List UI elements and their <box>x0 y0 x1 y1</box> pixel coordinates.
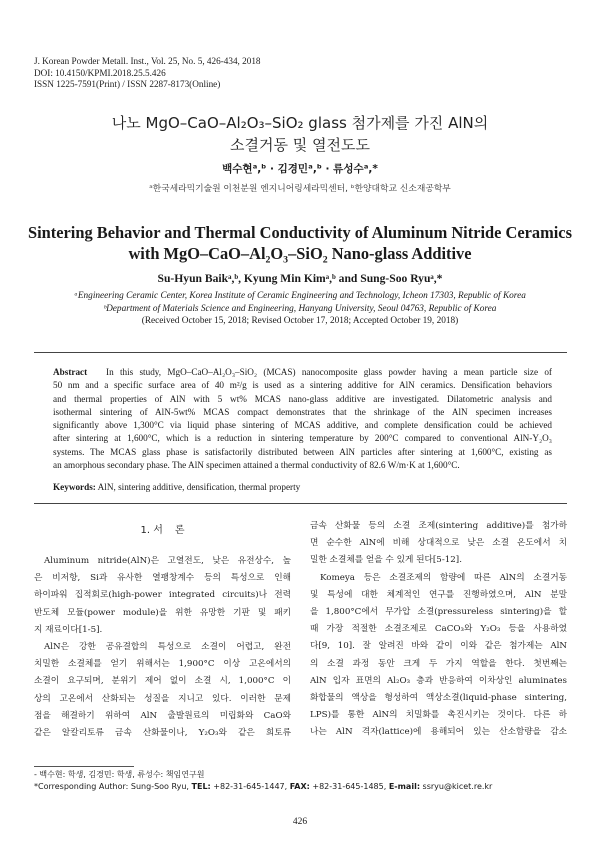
abstract-line: an amorphous secondary phase. The AlN specimen attained a thermal conductivity of 82.6 W/m·K at 1,600°C. <box>53 460 460 471</box>
keywords <box>53 482 300 492</box>
body-line: Aluminum nitride(AlN)은 고열전도, 낮은 유전상수, 높 <box>44 556 291 566</box>
abstract-line: Abstract In this study, MgO–CaO–Al₂O₃–SiO₂ (MCAS) nanocomposite glass powder having a mean particle size of <box>53 367 552 377</box>
body-line: 같은 알칼리토류 금속 산화물이나, Y₂O₃와 같은 희토류 <box>34 728 291 739</box>
body-line: AlN 입자 표면의 Al₂O₃ 층과 반응하여 이차상인 aluminates <box>310 675 567 686</box>
email-link[interactable]: ssryu@kicet.re.kr <box>420 782 493 791</box>
affiliation-b: ᵇDepartment of Materials Science and Engineering, Hanyang University, Seoul 04763, Republic of Korea <box>103 303 497 314</box>
abstract <box>53 366 552 472</box>
abstract-top-rule <box>34 352 567 353</box>
body-line: 때 가장 적절한 소결조제로 CaCO₃와 Y₂O₃ 등을 사용하였 <box>310 624 567 635</box>
korean-title-line2: 소결거동 및 열전도도 <box>230 136 370 154</box>
body-line: 의 소결 과정 동안 크게 두 가지 역할을 한다. 첫번째는 <box>310 658 567 669</box>
body-line: LPS)를 통한 AlN의 치밀화를 촉진시키는 것이다. 다른 하 <box>310 710 567 721</box>
korean-title-line1: 나노 MgO–CaO–Al₂O₃–SiO₂ glass 첨가제를 가진 AlN의 <box>111 114 489 132</box>
body-line: 면 순수한 AlN에 비해 상대적으로 낮은 소결 온도에서 치 <box>310 538 567 549</box>
abstract-line: significantly above 1,300°C via liquid phase sintering of MCAS additive, and complete densification could be achieved <box>53 420 552 431</box>
english-authors: Su-Hyun Baikᵃ,ᵇ, Kyung Min Kimᵃ,ᵇ and Sung-Soo Ryuᵃ,* <box>157 272 443 285</box>
body-line: 반도체 모듈(power module)을 위한 유망한 기판 및 패키 <box>34 607 291 618</box>
journal-citation: J. Korean Powder Metall. Inst., Vol. 25, No. 5, 426-434, 2018 <box>34 56 261 66</box>
body-line: 지 재료이다[1-5]. <box>34 624 103 635</box>
body-line: 은 비저항, Si과 유사한 열팽창계수 등의 특성으로 인해 <box>34 573 291 584</box>
journal-issn: ISSN 1225-7591(Print) / ISSN 2287-8173(Online) <box>34 79 221 90</box>
journal-info <box>34 56 261 91</box>
body-line: 을 1,800°C에서 무가압 소결(pressureless sintering)을 할 <box>310 607 567 618</box>
abstract-line: isothermal sintering of AlN-5wt% MCAS compact demonstrates that the shrinkage of the AlN specimen increases <box>53 406 552 417</box>
body-line: 점을 해결하기 위하여 AlN 출발원료의 미립화와 CaO와 <box>34 710 291 721</box>
body-line: 화합물의 액상을 형성하여 액상소결(liquid-phase sintering, <box>310 693 567 704</box>
footnotes <box>34 769 492 793</box>
abstract-line: 50 nm and a specific surface area of 40 m²/g is used as a sintering additive for AlN ceramics. Densification behaviors <box>53 380 552 391</box>
keywords-label: Keywords: <box>53 482 96 492</box>
section-title: 론 <box>174 525 185 536</box>
abstract-line: systems. The MCAS glass phase is satisfactorily distributed between AlN particles after sintering at 1,600°C, existing as <box>53 446 552 457</box>
section-number: 1. 서 <box>140 525 163 536</box>
affiliation-a: ᵃEngineering Ceramic Center, Korea Institute of Ceramic Engineering and Technology, Icheon 17303, Republic of Korea <box>74 291 526 301</box>
received-dates: (Received October 15, 2018; Revised October 17, 2018; Accepted October 19, 2018) <box>141 316 459 327</box>
left-column <box>34 518 291 742</box>
body-line: 하이파워 집적회로(high-power integrated circuits)나 전력 <box>34 590 291 601</box>
body-line: Komeya 등은 소결조제의 함량에 따른 AlN의 소결거동 <box>320 572 567 583</box>
body-line: 소결이 요구되며, 분위기 제어 없이 소결 시, 1,000°C 이 <box>34 676 291 687</box>
body-line: AlN은 강한 공유결합의 특성으로 소결이 어렵고, 완전 <box>44 642 291 653</box>
footnote-rule <box>34 766 134 767</box>
korean-title <box>0 112 600 156</box>
keywords-text: AlN, sintering additive, densification, thermal property <box>97 482 301 492</box>
abstract-line: after sintering at 1,600°C, which is a reduction in sintering temperature by 200°C compared to conventional AlN-Y₂O₃ <box>53 433 552 444</box>
page-number: 426 <box>292 817 308 827</box>
korean-affiliation: ᵃ한국세라믹기술원 이천분원 엔지니어링세라믹센터, ᵇ한양대학교 신소재공학부 <box>149 184 451 194</box>
body-line: 금속 산화물 등의 소결 조제(sintering additive)를 첨가하 <box>310 521 567 531</box>
author-roles: - 백수현: 학생, 김경민: 학생, 류성수: 책임연구원 <box>34 770 205 779</box>
body-line: 밀한 소결체를 얻을 수 있게 된다[5-12]. <box>310 555 462 566</box>
abstract-label: Abstract <box>53 367 88 377</box>
right-column <box>310 518 567 742</box>
abstract-line: and thermal properties of AlN with 5 wt% MCAS nano-glass additive are investigated. Dilatometric analysis and <box>53 393 552 404</box>
corresponding-author: *Corresponding Author: Sung-Soo Ryu, TEL: +82-31-645-1447, FAX: +82-31-645-1485, E-mail: ssryu@kicet.re.kr <box>34 782 493 791</box>
section-heading <box>34 522 291 539</box>
english-title-line1: Sintering Behavior and Thermal Conductivity of Aluminum Nitride Ceramics <box>28 223 572 242</box>
body-line: 및 특성에 대한 체계적인 연구를 진행하였으며, AlN 분말 <box>310 589 567 600</box>
body-line: 나는 AlN 격자(lattice)에 용해되어 있는 산소함량을 감소 <box>310 727 567 738</box>
korean-authors: 백수현ᵃ,ᵇ · 김경민ᵃ,ᵇ · 류성수ᵃ,* <box>222 163 378 175</box>
journal-doi: DOI: 10.4150/KPMI.2018.25.5.426 <box>34 67 166 78</box>
body-line: 상의 고온에서 산화되는 성질을 지니고 있다. 이러한 문제 <box>34 693 291 704</box>
english-affiliation <box>0 290 600 328</box>
body-line: 다[9, 10]. 잘 알려진 바와 같이 이와 같은 첨가제는 AlN <box>310 641 567 652</box>
body-line: 치밀한 소결체를 얻기 위해서는 1,900°C 이상 고온에서의 <box>34 659 291 670</box>
english-title-line2: with MgO–CaO–Al₂O₃–SiO₂ Nano-glass Additive <box>128 244 472 263</box>
abstract-bottom-rule <box>34 503 567 504</box>
english-title <box>0 222 600 264</box>
